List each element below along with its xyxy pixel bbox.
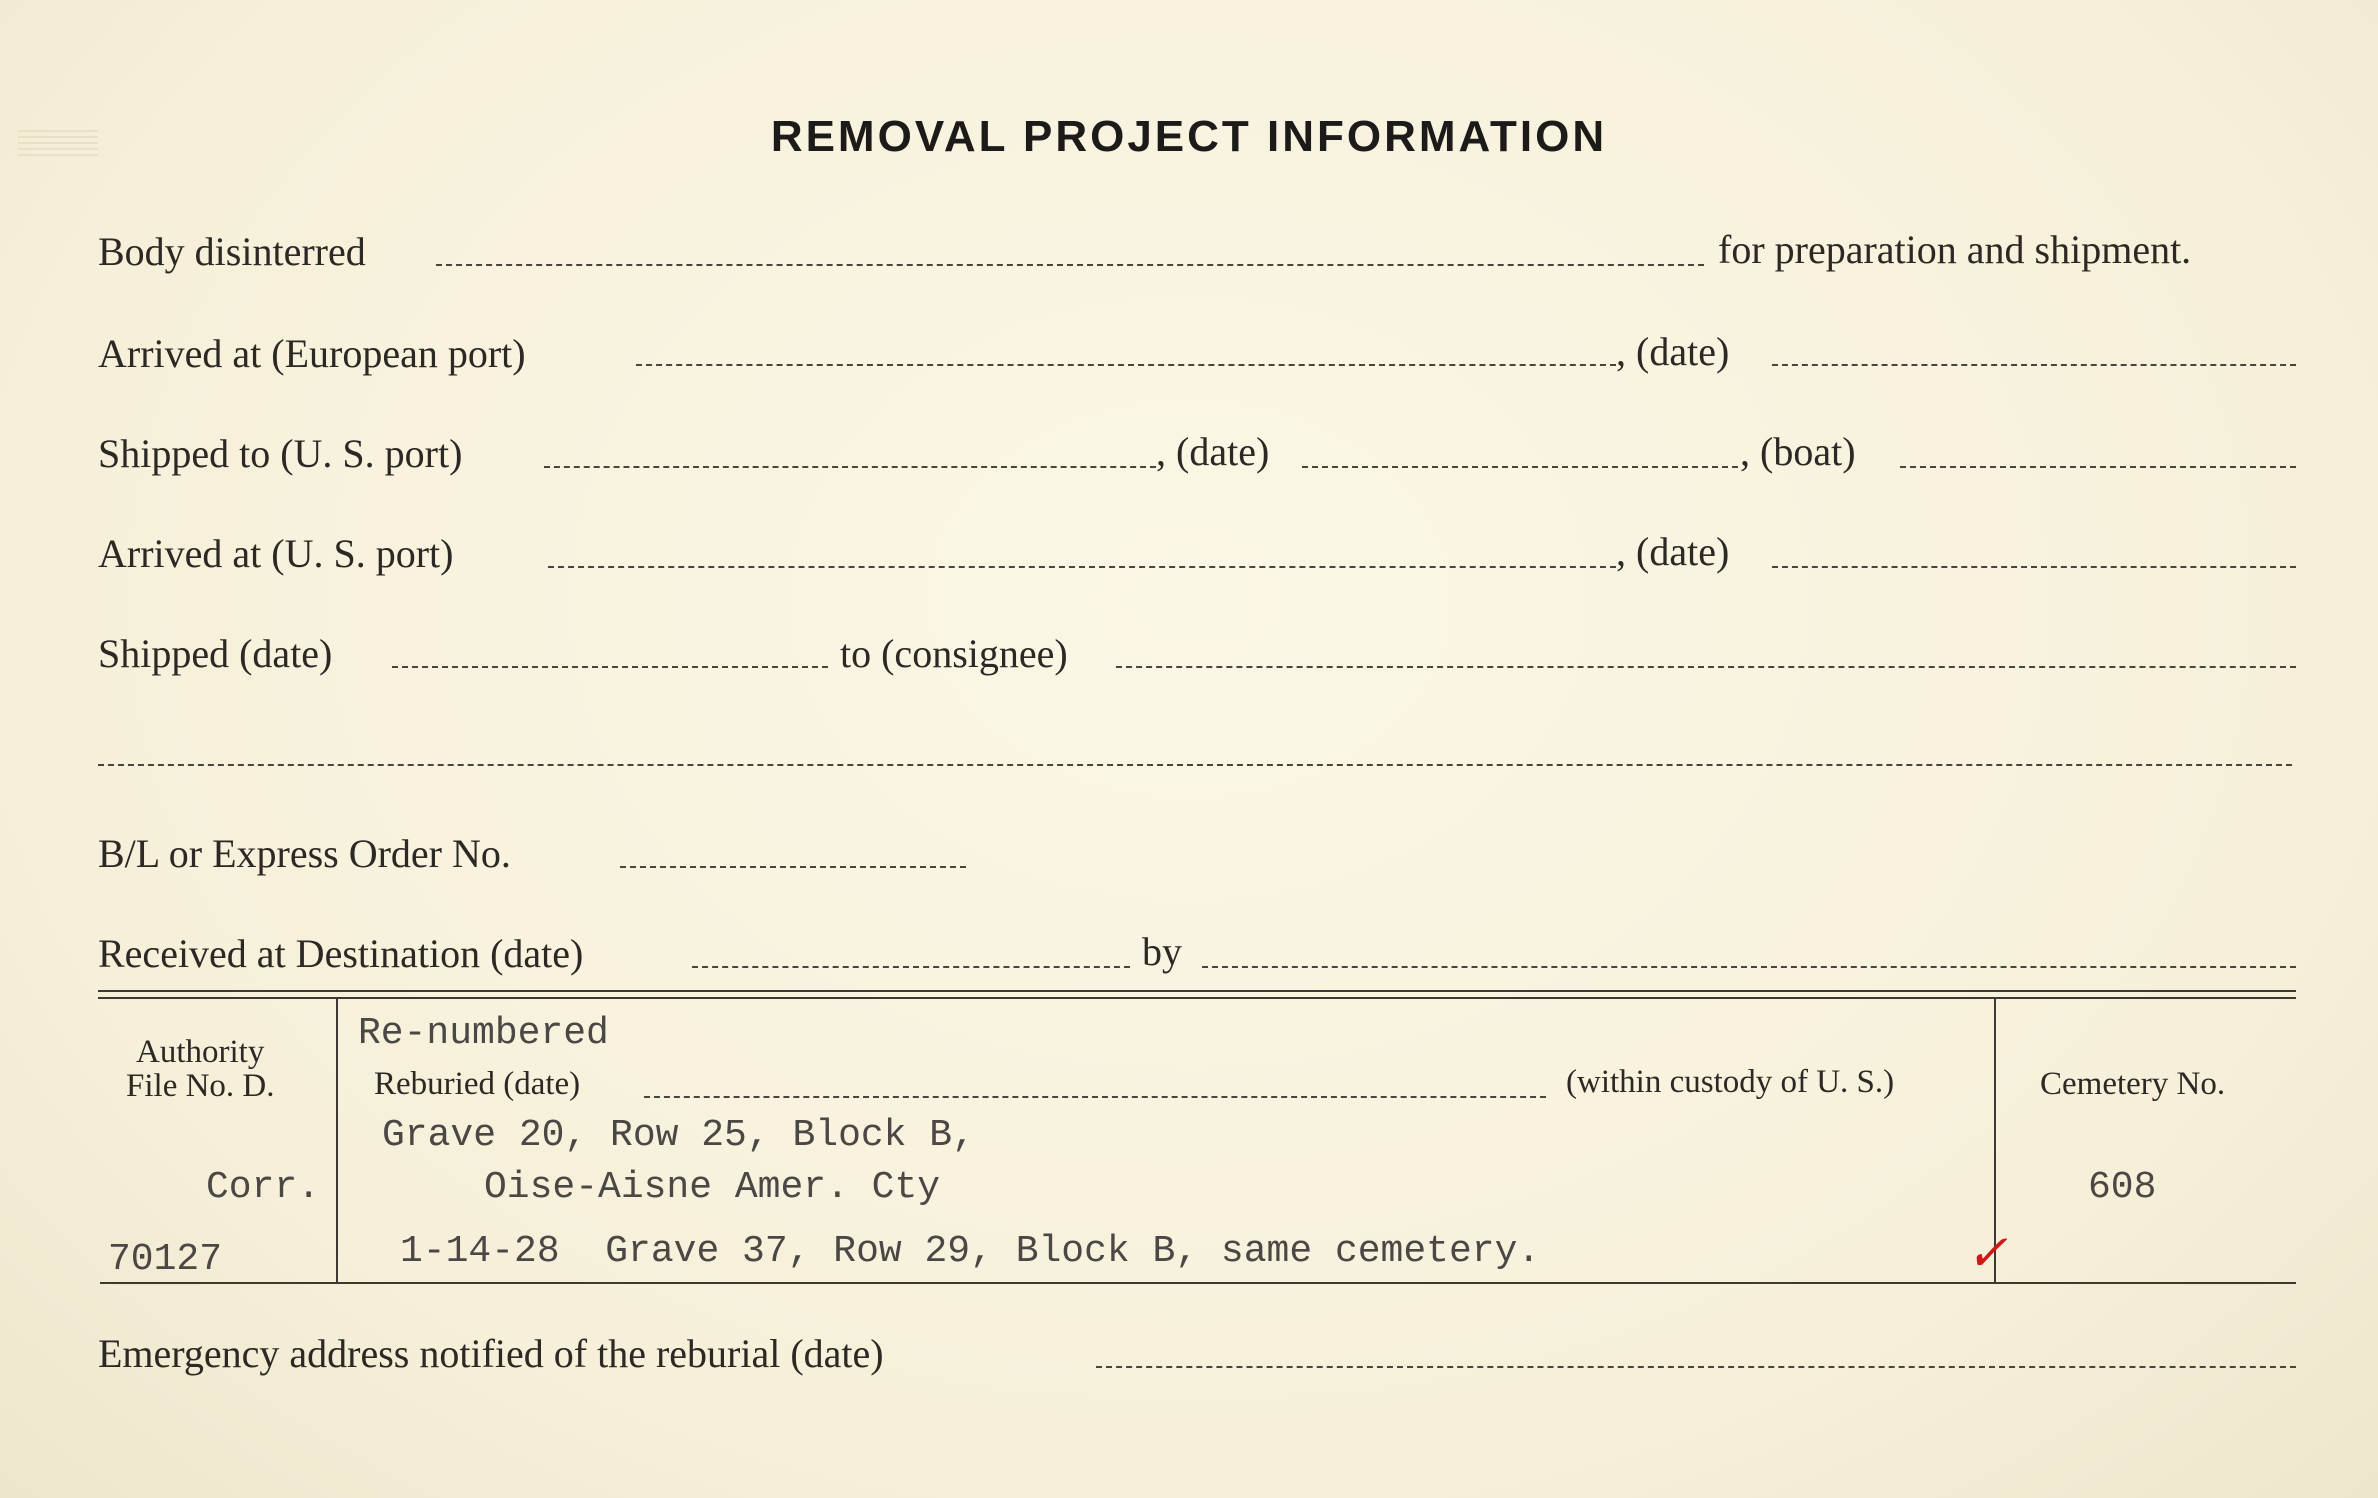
date-label-3: , (date) bbox=[1616, 529, 1730, 574]
shipped-date-field bbox=[1302, 466, 1738, 468]
box-bottom-rule bbox=[100, 1282, 2296, 1284]
corr-label: Corr. bbox=[206, 1166, 321, 1209]
grave-line-3: 1-14-28 Grave 37, Row 29, Block B, same cemetery. bbox=[400, 1230, 1541, 1273]
authority-label: Authority bbox=[136, 1034, 265, 1070]
reburied-label: Reburied (date) bbox=[374, 1066, 581, 1102]
by-label: by bbox=[1142, 929, 1182, 974]
arrived-european-port-label: Arrived at (European port) bbox=[98, 331, 526, 376]
check-mark-icon: ✓ bbox=[1966, 1225, 2008, 1281]
to-consignee-label: to (consignee) bbox=[840, 631, 1068, 676]
received-date-field bbox=[692, 966, 1130, 968]
date-label-2: , (date) bbox=[1156, 429, 1270, 474]
body-disinterred-field bbox=[436, 264, 1704, 266]
shipped-to-us-port-label: Shipped to (U. S. port) bbox=[98, 431, 463, 476]
arrived-us-date-field bbox=[1772, 566, 2296, 568]
boat-label: , (boat) bbox=[1740, 429, 1856, 474]
box-top-rule-1 bbox=[98, 990, 2296, 992]
reburied-date-field bbox=[644, 1096, 1546, 1098]
boat-field bbox=[1900, 466, 2296, 468]
box-top-rule-2 bbox=[98, 997, 2296, 999]
received-by-field bbox=[1202, 966, 2296, 968]
consignee-continuation-field bbox=[98, 764, 2292, 766]
box-divider-left bbox=[336, 998, 338, 1282]
shipped-date-value-field bbox=[392, 666, 828, 668]
bl-express-label: B/L or Express Order No. bbox=[98, 831, 511, 876]
grave-line-1: Grave 20, Row 25, Block B, bbox=[382, 1114, 975, 1157]
file-number: 70127 bbox=[108, 1238, 223, 1281]
cemetery-no-label: Cemetery No. bbox=[2040, 1066, 2226, 1102]
shipped-date-label: Shipped (date) bbox=[98, 631, 333, 676]
received-destination-label: Received at Destination (date) bbox=[98, 931, 584, 976]
for-preparation-label: for preparation and shipment. bbox=[1718, 227, 2192, 272]
european-port-field bbox=[636, 364, 1616, 366]
european-date-field bbox=[1772, 364, 2296, 366]
body-disinterred-label: Body disinterred bbox=[98, 229, 366, 274]
arrived-us-port-field bbox=[548, 566, 1616, 568]
card-title: REMOVAL PROJECT INFORMATION bbox=[770, 112, 1608, 161]
emergency-date-field bbox=[1096, 1366, 2296, 1368]
arrived-us-port-label: Arrived at (U. S. port) bbox=[98, 531, 454, 576]
within-custody-label: (within custody of U. S.) bbox=[1566, 1064, 1895, 1100]
emergency-label: Emergency address notified of the reburial (date) bbox=[98, 1331, 884, 1376]
consignee-field bbox=[1116, 666, 2296, 668]
bl-express-field bbox=[620, 866, 966, 868]
renumbered-text: Re-numbered bbox=[358, 1012, 609, 1055]
date-label-1: , (date) bbox=[1616, 329, 1730, 374]
us-port-field bbox=[544, 466, 1156, 468]
cemetery-number: 608 bbox=[2088, 1166, 2157, 1209]
file-no-label: File No. D. bbox=[126, 1068, 275, 1104]
grave-line-2: Oise-Aisne Amer. Cty bbox=[484, 1166, 941, 1209]
